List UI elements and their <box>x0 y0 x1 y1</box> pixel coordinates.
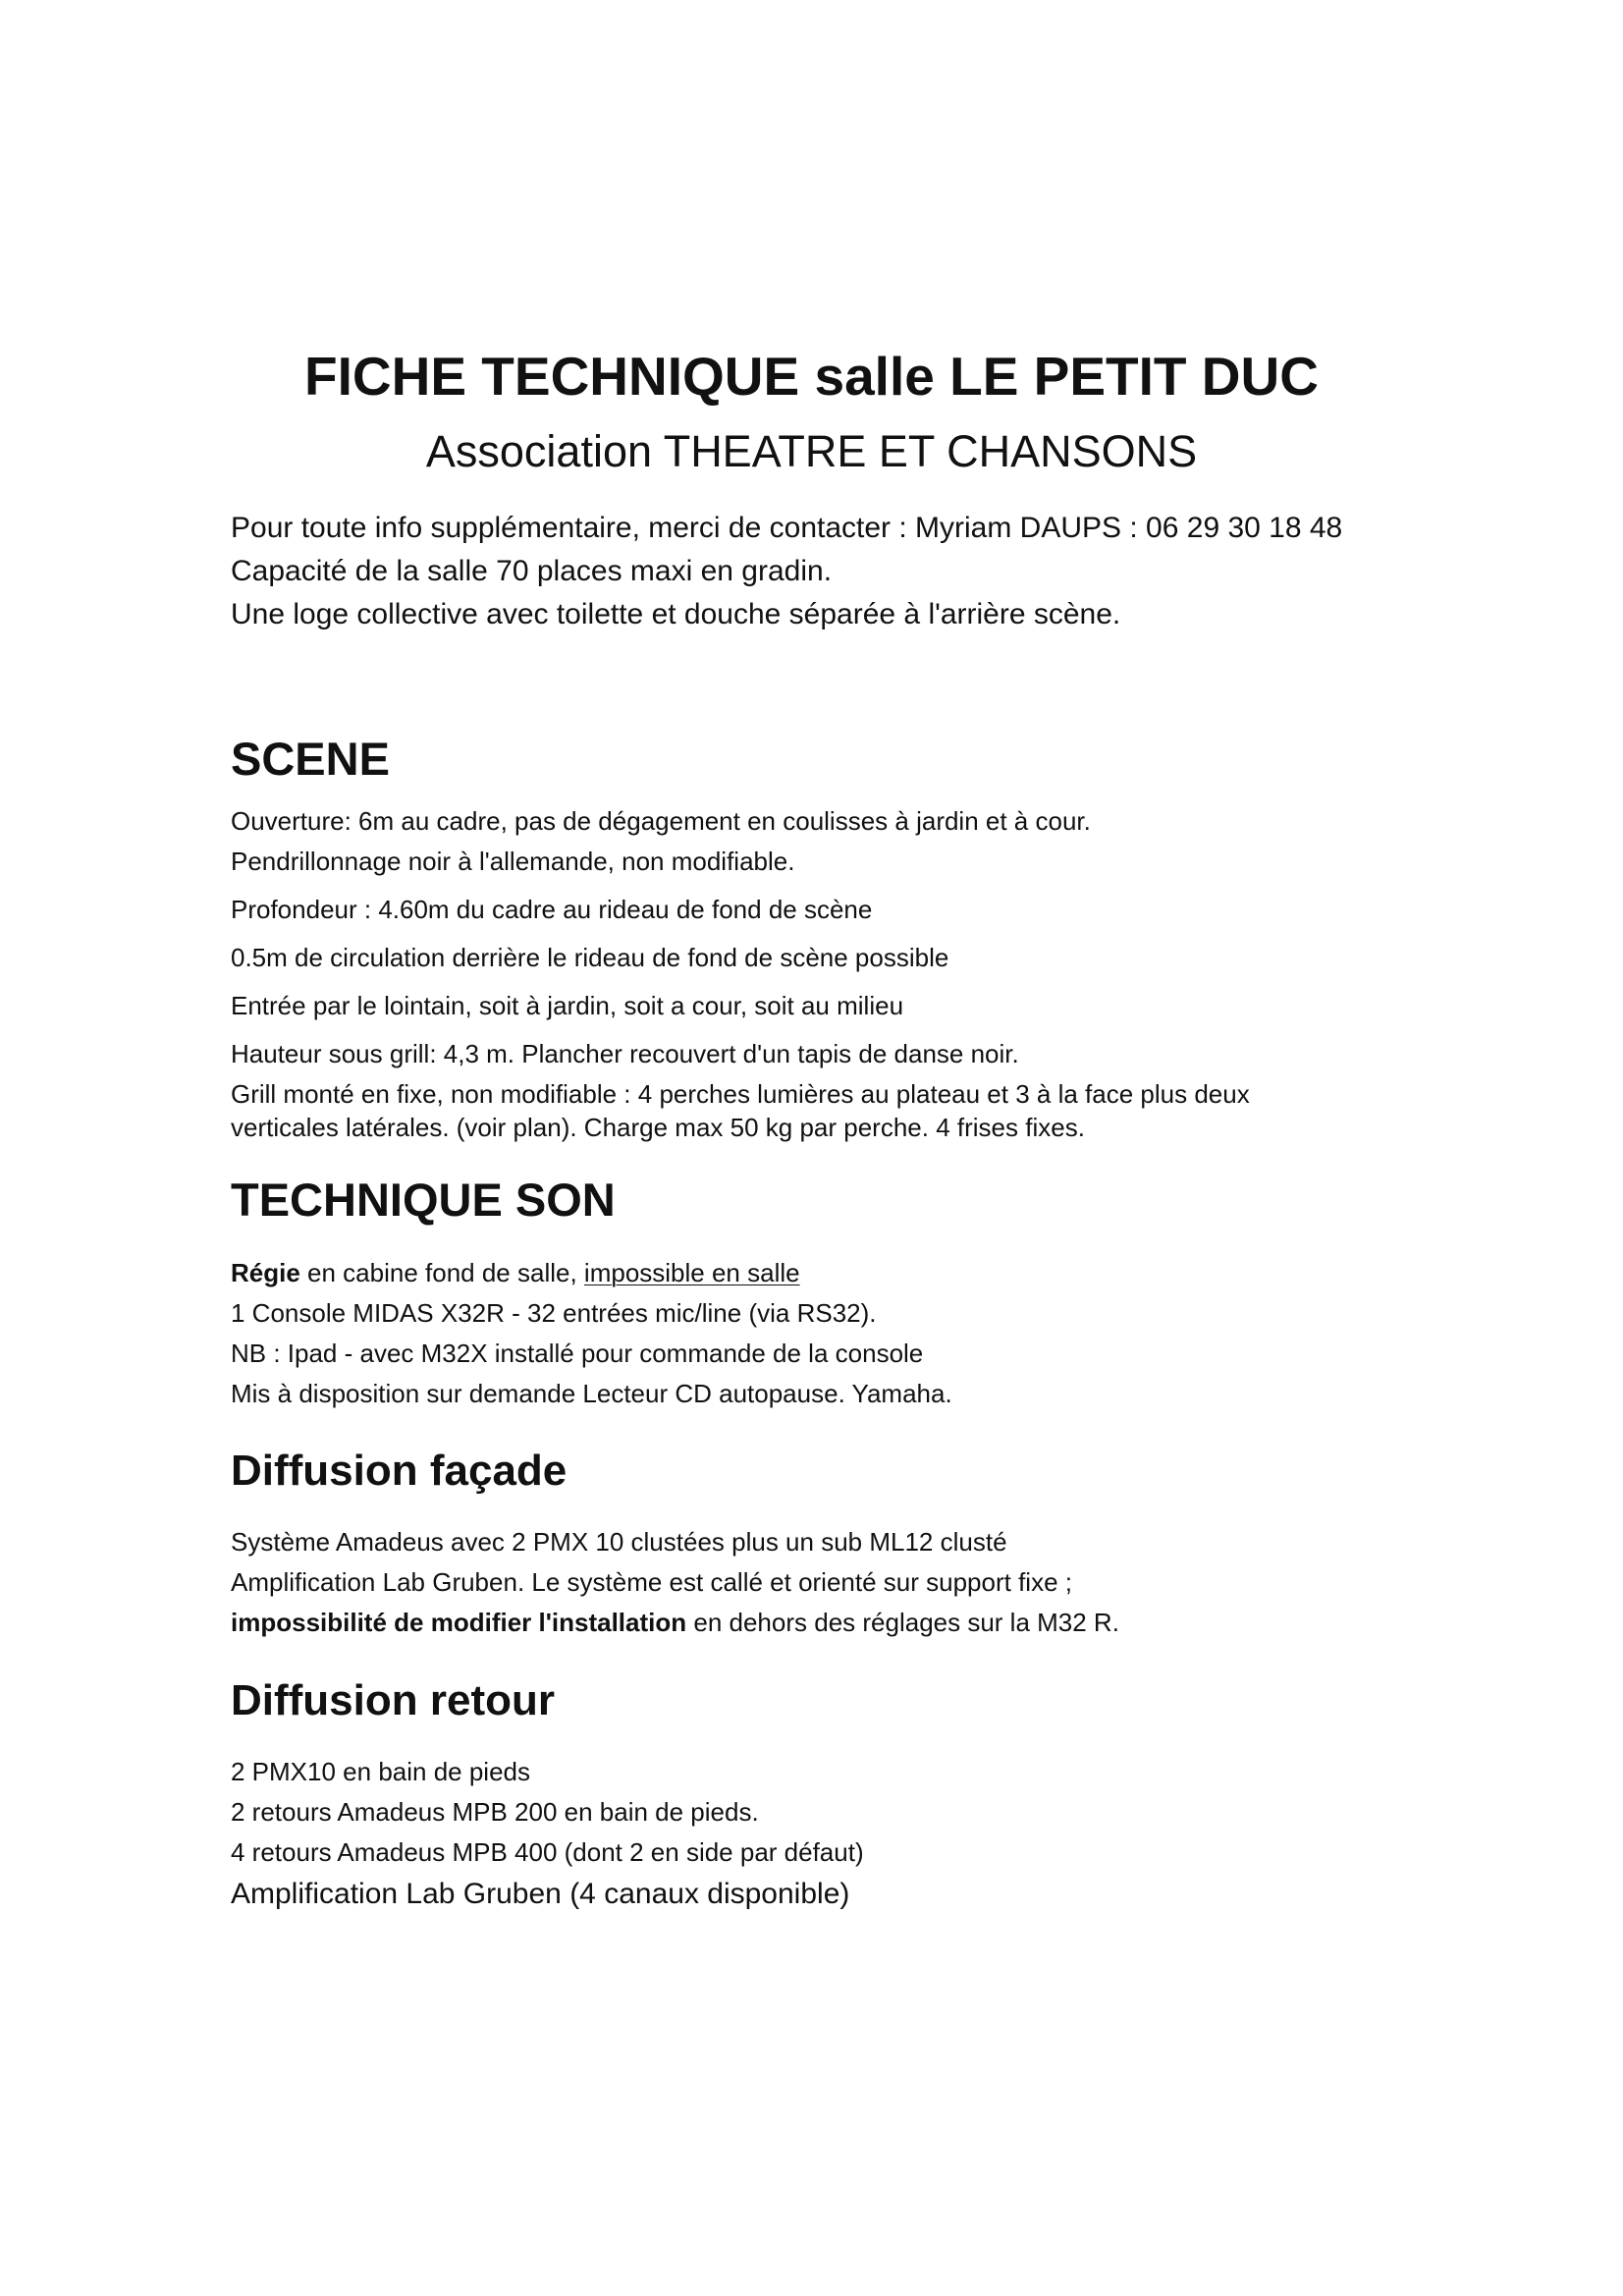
facade-restriction-bold: impossibilité de modifier l'installation <box>231 1608 687 1637</box>
sound-line: NB : Ipad - avec M32X installé pour commande de la console <box>231 1339 924 1368</box>
regie-label: Régie <box>231 1258 300 1287</box>
regie-text: en cabine fond de salle, <box>299 1258 584 1287</box>
facade-line: Amplification Lab Gruben. Le système est callé et orienté sur support fixe ; <box>231 1567 1072 1597</box>
scene-line: Grill monté en fixe, non modifiable : 4 perches lumières au plateau et 3 à la face plus deux <box>231 1079 1250 1109</box>
sound-line: Mis à disposition sur demande Lecteur CD autopause. Yamaha. <box>231 1379 952 1408</box>
scene-line: 0.5m de circulation derrière le rideau de fond de scène possible <box>231 943 949 972</box>
scene-line: Profondeur : 4.60m du cadre au rideau de fond de scène <box>231 895 873 924</box>
regie-restriction: impossible en salle <box>583 1258 800 1287</box>
scene-line: verticales latérales. (voir plan). Charge max 50 kg par perche. 4 frises fixes. <box>231 1113 1085 1142</box>
scene-line: Ouverture: 6m au cadre, pas de dégagement en coulisses à jardin et à cour. <box>231 806 1091 836</box>
document-title: FICHE TECHNIQUE salle LE PETIT DUC <box>304 346 1319 407</box>
dressing-room-info: Une loge collective avec toilette et douche séparée à l'arrière scène. <box>231 598 1121 630</box>
regie-line <box>231 1256 800 1289</box>
retour-heading: Diffusion retour <box>231 1676 555 1724</box>
facade-restriction-text: en dehors des réglages sur la M32 R. <box>686 1608 1119 1637</box>
sound-line: 1 Console MIDAS X32R - 32 entrées mic/line (via RS32). <box>231 1298 877 1328</box>
facade-line: Système Amadeus avec 2 PMX 10 clustées plus un sub ML12 clusté <box>231 1527 1007 1557</box>
retour-line: 2 retours Amadeus MPB 200 en bain de pieds. <box>231 1797 759 1827</box>
document-subtitle: Association THEATRE ET CHANSONS <box>425 426 1198 476</box>
capacity-info: Capacité de la salle 70 places maxi en gradin. <box>231 555 833 587</box>
retour-line: 4 retours Amadeus MPB 400 (dont 2 en side par défaut) <box>231 1837 864 1867</box>
scene-line: Pendrillonnage noir à l'allemande, non modifiable. <box>231 847 795 876</box>
retour-line: 2 PMX10 en bain de pieds <box>231 1757 530 1786</box>
retour-amplification-line: Amplification Lab Gruben (4 canaux disponible) <box>231 1878 850 1910</box>
scene-line: Entrée par le lointain, soit à jardin, soit a cour, soit au milieu <box>231 991 904 1020</box>
facade-restriction-line <box>231 1606 1119 1639</box>
scene-heading: SCENE <box>231 733 390 785</box>
contact-info: Pour toute info supplémentaire, merci de contacter : Myriam DAUPS : 06 29 30 18 48 <box>231 512 1343 544</box>
scene-line: Hauteur sous grill: 4,3 m. Plancher recouvert d'un tapis de danse noir. <box>231 1039 1019 1068</box>
facade-heading: Diffusion façade <box>231 1447 568 1495</box>
sound-heading: TECHNIQUE SON <box>231 1174 616 1226</box>
